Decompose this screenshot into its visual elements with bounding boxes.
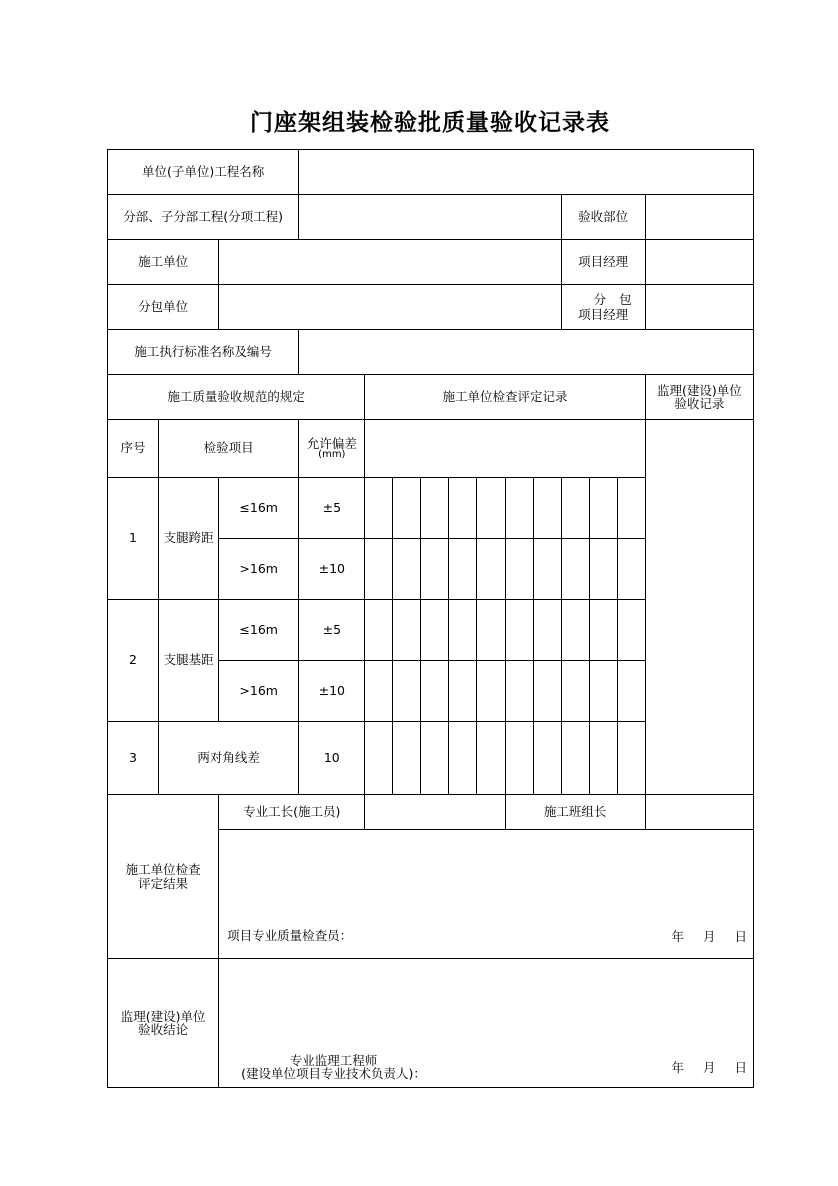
supervising-engineer-label: 专业监理工程师 (建设单位项目专业技术负责人)：	[241, 1052, 426, 1081]
item-tolerance: ±5	[299, 600, 365, 661]
record-cell[interactable]	[393, 478, 421, 539]
item-name: 支腿基距	[159, 600, 219, 722]
tolerance-header: 允许偏差 (mm)	[299, 420, 365, 478]
record-cell[interactable]	[505, 661, 533, 722]
project-name-value[interactable]	[299, 150, 754, 195]
item-condition: >16m	[219, 661, 299, 722]
item-condition: ≤16m	[219, 478, 299, 539]
supervision-record-value[interactable]	[645, 420, 753, 795]
record-cell[interactable]	[477, 478, 505, 539]
seq-header: 序号	[108, 420, 159, 478]
record-cell[interactable]	[533, 722, 561, 795]
record-cell[interactable]	[505, 478, 533, 539]
record-cell[interactable]	[449, 478, 477, 539]
record-cell[interactable]	[617, 478, 645, 539]
project-name-label: 单位(子单位)工程名称	[108, 150, 299, 195]
record-cell[interactable]	[589, 478, 617, 539]
check-record-label: 施工单位检查评定记录	[365, 375, 645, 420]
record-cell[interactable]	[449, 722, 477, 795]
item-header: 检验项目	[159, 420, 299, 478]
record-cell[interactable]	[589, 722, 617, 795]
project-manager-label: 项目经理	[561, 240, 645, 285]
acceptance-part-value[interactable]	[645, 195, 753, 240]
item-tolerance: ±10	[299, 661, 365, 722]
sub-project-value[interactable]	[299, 195, 561, 240]
construction-unit-value[interactable]	[219, 240, 561, 285]
record-cell[interactable]	[505, 722, 533, 795]
record-cell[interactable]	[617, 722, 645, 795]
item-name: 支腿跨距	[159, 478, 219, 600]
record-cell[interactable]	[393, 722, 421, 795]
record-cell[interactable]	[561, 539, 589, 600]
item-seq: 1	[108, 478, 159, 600]
record-cell[interactable]	[449, 539, 477, 600]
sub-manager-label	[561, 285, 645, 330]
inspection-date: 年 月 日	[671, 928, 747, 944]
project-manager-value[interactable]	[645, 240, 753, 285]
item-tolerance: ±10	[299, 539, 365, 600]
record-cell[interactable]	[421, 478, 449, 539]
record-cell[interactable]	[477, 600, 505, 661]
record-cell[interactable]	[477, 722, 505, 795]
standard-label: 施工执行标准名称及编号	[108, 330, 299, 375]
construction-result-label: 施工单位检查 评定结果	[108, 795, 219, 959]
sub-manager-label-line1: 分 包	[593, 292, 632, 308]
item-seq: 3	[108, 722, 159, 795]
record-cell[interactable]	[421, 539, 449, 600]
record-cell[interactable]	[617, 661, 645, 722]
record-cell[interactable]	[533, 600, 561, 661]
record-cell[interactable]	[393, 600, 421, 661]
record-cell[interactable]	[505, 600, 533, 661]
record-cell[interactable]	[365, 478, 393, 539]
record-cell[interactable]	[617, 539, 645, 600]
sub-manager-value[interactable]	[645, 285, 753, 330]
item-condition: >16m	[219, 539, 299, 600]
record-cell[interactable]	[561, 661, 589, 722]
record-cell[interactable]	[505, 539, 533, 600]
foreman-value[interactable]	[365, 795, 505, 830]
record-cell[interactable]	[449, 600, 477, 661]
record-cell[interactable]	[421, 600, 449, 661]
acceptance-part-label: 验收部位	[561, 195, 645, 240]
page-title: 门座架组装检验批质量验收记录表	[250, 109, 610, 136]
record-cell[interactable]	[365, 661, 393, 722]
acceptance-record-table	[107, 149, 754, 1088]
record-cell[interactable]	[533, 478, 561, 539]
record-cell[interactable]	[477, 661, 505, 722]
item-name: 两对角线差	[159, 722, 299, 795]
item-condition: ≤16m	[219, 600, 299, 661]
record-cell[interactable]	[393, 661, 421, 722]
sub-project-label: 分部、子分部工程(分项工程)	[108, 195, 299, 240]
supervision-record-label: 监理(建设)单位 验收记录	[645, 375, 753, 420]
supervision-conclusion-value[interactable]	[219, 959, 754, 1088]
check-record-header-blank[interactable]	[365, 420, 645, 478]
record-cell[interactable]	[589, 661, 617, 722]
record-cell[interactable]	[533, 539, 561, 600]
item-seq: 2	[108, 600, 159, 722]
subcontract-unit-label: 分包单位	[108, 285, 219, 330]
inspector-label: 项目专业质量检查员：	[227, 927, 353, 943]
record-cell[interactable]	[365, 539, 393, 600]
record-cell[interactable]	[421, 722, 449, 795]
standard-value[interactable]	[299, 330, 754, 375]
record-cell[interactable]	[365, 722, 393, 795]
item-tolerance: ±5	[299, 478, 365, 539]
record-cell[interactable]	[589, 539, 617, 600]
record-cell[interactable]	[561, 722, 589, 795]
construction-result-value[interactable]	[219, 830, 754, 959]
subcontract-unit-value[interactable]	[219, 285, 561, 330]
record-cell[interactable]	[561, 478, 589, 539]
supervision-date: 年 月 日	[671, 1059, 747, 1075]
sub-manager-label-line2: 项目经理	[578, 306, 629, 322]
record-cell[interactable]	[365, 600, 393, 661]
team-leader-value[interactable]	[645, 795, 753, 830]
record-cell[interactable]	[393, 539, 421, 600]
foreman-label: 专业工长(施工员)	[219, 795, 365, 830]
supervision-conclusion-label: 监理(建设)单位 验收结论	[108, 959, 219, 1088]
spec-label: 施工质量验收规范的规定	[108, 375, 365, 420]
construction-unit-label: 施工单位	[108, 240, 219, 285]
record-cell[interactable]	[617, 600, 645, 661]
record-cell[interactable]	[561, 600, 589, 661]
record-cell[interactable]	[477, 539, 505, 600]
team-leader-label: 施工班组长	[505, 795, 645, 830]
record-cell[interactable]	[449, 661, 477, 722]
item-tolerance: 10	[299, 722, 365, 795]
record-cell[interactable]	[421, 661, 449, 722]
record-cell[interactable]	[533, 661, 561, 722]
record-cell[interactable]	[589, 600, 617, 661]
